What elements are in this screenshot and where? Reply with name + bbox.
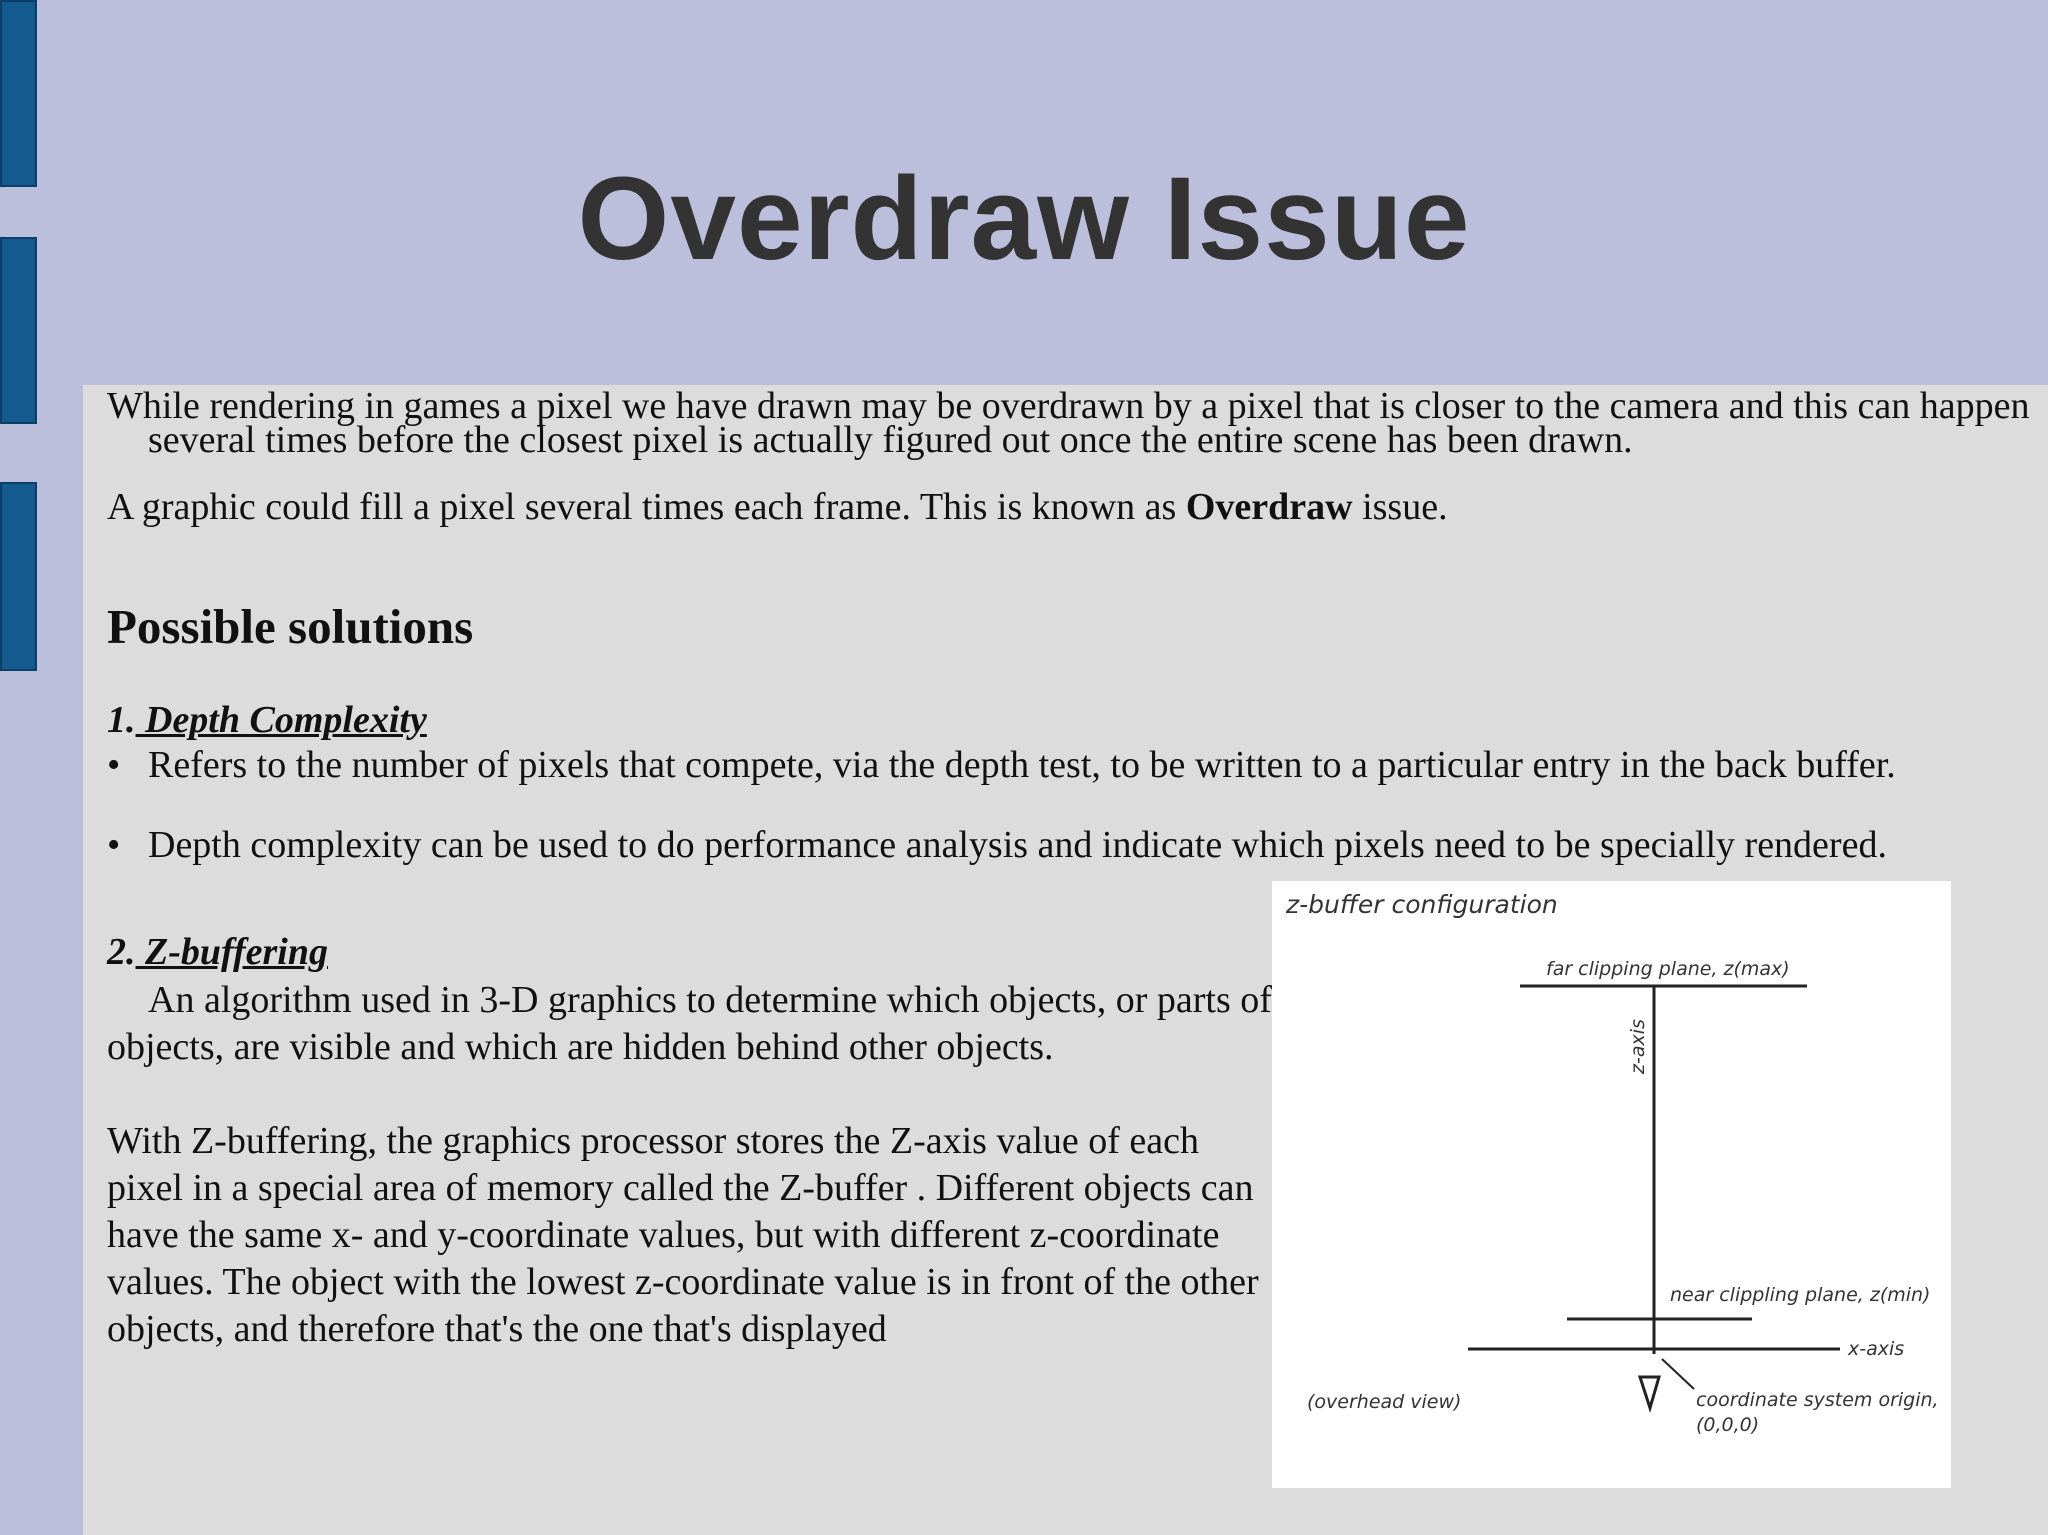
- intro-paragraph-2: [107, 486, 2017, 528]
- depth-number: 1.: [107, 699, 136, 741]
- overdraw-term: Overdraw: [1185, 486, 1353, 528]
- intro-text-before: A graphic could fill a pixel several times each frame. This is known as: [107, 486, 1186, 528]
- overhead-view-label: (overhead view): [1307, 1391, 1462, 1413]
- zbuffer-heading: [107, 930, 328, 974]
- zbuffer-paragraph-2: With Z-buffering, the graphics processor stores the Z-axis value of each pixel in a special area of memory called the Z-buffer . Different objects can have the same x- and y-coordinate values, but with different z-coordinate values. The object with the lowest z-coordinate value is in front of the other objects, and therefore that's the one that's displayed: [107, 1120, 1259, 1350]
- depth-bullet-2-text: Depth complexity can be used to do performance analysis and indicate which pixels need to be specially rendered.: [148, 824, 1887, 866]
- intro-text-after: issue.: [1352, 486, 1448, 528]
- zbuffer-figure: [1272, 881, 1951, 1488]
- origin-label-line-2: (0,0,0): [1696, 1414, 1760, 1436]
- depth-heading: [107, 698, 427, 742]
- zbuffer-diagram: [1272, 881, 1951, 1488]
- intro-paragraph-1: While rendering in games a pixel we have drawn may be overdrawn by a pixel that is closer to the camera and this can happen several times before the closest pixel is actually figured out once the entire scene has been drawn.: [107, 385, 2030, 461]
- zbuffer-number: 2.: [107, 931, 136, 973]
- depth-bullet-2: [107, 823, 2048, 867]
- figure-caption: z-buffer configuration: [1286, 890, 1558, 919]
- side-tab-1: [0, 0, 37, 187]
- near-plane-label: near clippling plane, z(min): [1670, 1284, 1931, 1306]
- far-plane-label: far clipping plane, z(max): [1546, 958, 1790, 980]
- slide-title: Overdraw Issue: [577, 153, 1471, 285]
- x-axis-label: x-axis: [1848, 1338, 1905, 1360]
- origin-label-line-1: coordinate system origin,: [1696, 1389, 1939, 1411]
- depth-bullet-1: [107, 743, 2028, 787]
- bullet-dot-icon: •: [107, 744, 121, 786]
- viewpoint-icon: [1640, 1377, 1659, 1408]
- bullet-dot-icon: •: [107, 824, 121, 866]
- side-tab-3: [0, 482, 37, 671]
- zbuffer-title: Z-buffering: [135, 931, 328, 973]
- origin-pointer-line: [1662, 1359, 1694, 1389]
- z-axis-label: z-axis: [1627, 1019, 1649, 1074]
- depth-bullet-1-text: Refers to the number of pixels that compete, via the depth test, to be written to a particular entry in the back buffer.: [148, 744, 1896, 786]
- zbuffer-paragraph-1: An algorithm used in 3-D graphics to determine which objects, or parts of objects, are visible and which are hidden behind other objects.: [107, 979, 1272, 1068]
- depth-title: Depth Complexity: [135, 699, 427, 741]
- solutions-heading: Possible solutions: [107, 599, 474, 654]
